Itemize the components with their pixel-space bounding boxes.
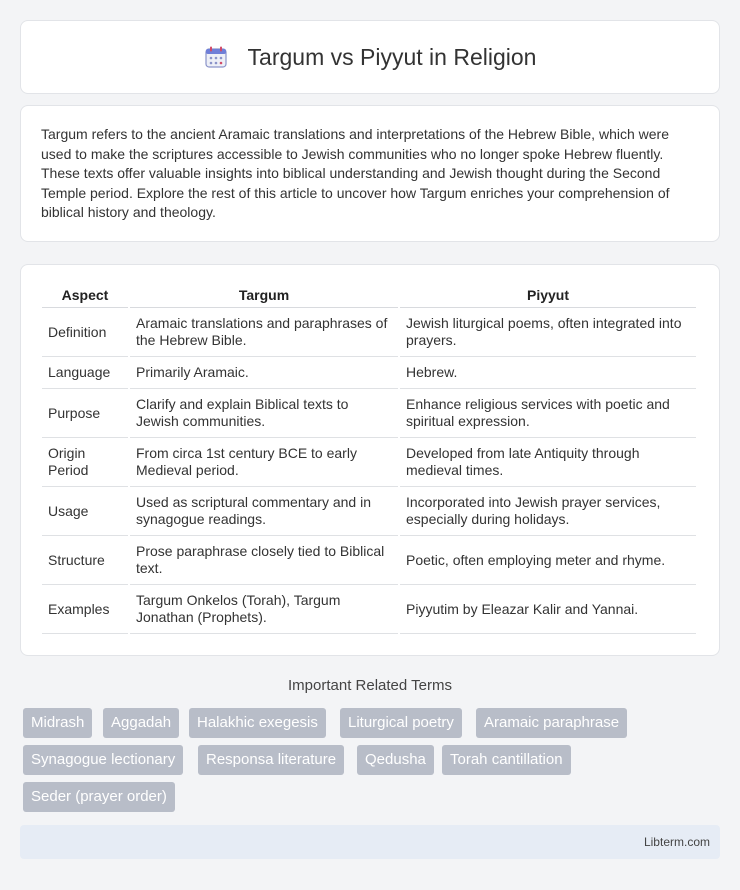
column-header-aspect: Aspect — [42, 283, 128, 308]
tag-link[interactable]: Halakhic exegesis — [189, 708, 326, 738]
tag-link[interactable]: Responsa literature — [198, 745, 344, 775]
table-row — [42, 536, 696, 585]
cell-targum: Primarily Aramaic. — [130, 357, 398, 389]
tag-link[interactable]: Seder (prayer order) — [23, 782, 175, 812]
tag-link[interactable]: Synagogue lectionary — [23, 745, 183, 775]
tag-link[interactable]: Aramaic paraphrase — [476, 708, 627, 738]
table-row — [42, 308, 696, 357]
table-row — [42, 487, 696, 536]
intro-card — [20, 105, 720, 242]
table-row — [42, 585, 696, 634]
footer-site-link[interactable]: Libterm.com — [643, 835, 710, 849]
tag-link[interactable]: Liturgical poetry — [340, 708, 462, 738]
page-title: Targum vs Piyyut in Religion — [247, 43, 537, 70]
cell-aspect: Definition — [42, 308, 128, 357]
cell-piyyut: Hebrew. — [400, 357, 696, 389]
column-header-targum: Targum — [130, 283, 398, 308]
cell-aspect: Purpose — [42, 389, 128, 438]
cell-piyyut: Poetic, often employing meter and rhyme. — [400, 536, 696, 585]
footer — [20, 825, 720, 859]
cell-aspect: Examples — [42, 585, 128, 634]
cell-piyyut: Enhance religious services with poetic and spiritual expression. — [400, 389, 696, 438]
comparison-table-card — [20, 264, 720, 656]
intro-text: Targum refers to the ancient Aramaic translations and interpretations of the Hebrew Bible, which were used to make the scriptures accessible to Jewish communities who no longer spoke Hebrew fluently. These texts offer valuable insights into biblical understanding and Jewish thought during the Second Temple period. Explore the rest of this article to uncover how Targum enriches your comprehension of biblical history and theology. — [41, 126, 670, 221]
cell-targum: Clarify and explain Biblical texts to Jewish communities. — [130, 389, 398, 438]
table-row — [42, 438, 696, 487]
cell-targum: Targum Onkelos (Torah), Targum Jonathan (Prophets). — [130, 585, 398, 634]
table-row — [42, 389, 696, 438]
table-row — [42, 357, 696, 389]
calendar-icon — [204, 45, 228, 69]
related-terms-title: Important Related Terms — [288, 677, 452, 694]
tag-link[interactable]: Qedusha — [357, 745, 434, 775]
title-card — [20, 20, 720, 94]
comparison-table — [40, 283, 698, 634]
cell-targum: Prose paraphrase closely tied to Biblical text. — [130, 536, 398, 585]
tag-link[interactable]: Aggadah — [103, 708, 179, 738]
tag-link[interactable]: Torah cantillation — [442, 745, 571, 775]
cell-aspect: Language — [42, 357, 128, 389]
cell-targum: Used as scriptural commentary and in synagogue readings. — [130, 487, 398, 536]
cell-aspect: Usage — [42, 487, 128, 536]
cell-piyyut: Jewish liturgical poems, often integrated into prayers. — [400, 308, 696, 357]
tag-link[interactable]: Midrash — [23, 708, 92, 738]
cell-aspect: Structure — [42, 536, 128, 585]
column-header-piyyut: Piyyut — [400, 283, 696, 308]
cell-piyyut: Developed from late Antiquity through medieval times. — [400, 438, 696, 487]
cell-targum: Aramaic translations and paraphrases of the Hebrew Bible. — [130, 308, 398, 357]
cell-piyyut: Incorporated into Jewish prayer services, especially during holidays. — [400, 487, 696, 536]
cell-targum: From circa 1st century BCE to early Medieval period. — [130, 438, 398, 487]
cell-piyyut: Piyyutim by Eleazar Kalir and Yannai. — [400, 585, 696, 634]
cell-aspect: Origin Period — [42, 438, 128, 487]
